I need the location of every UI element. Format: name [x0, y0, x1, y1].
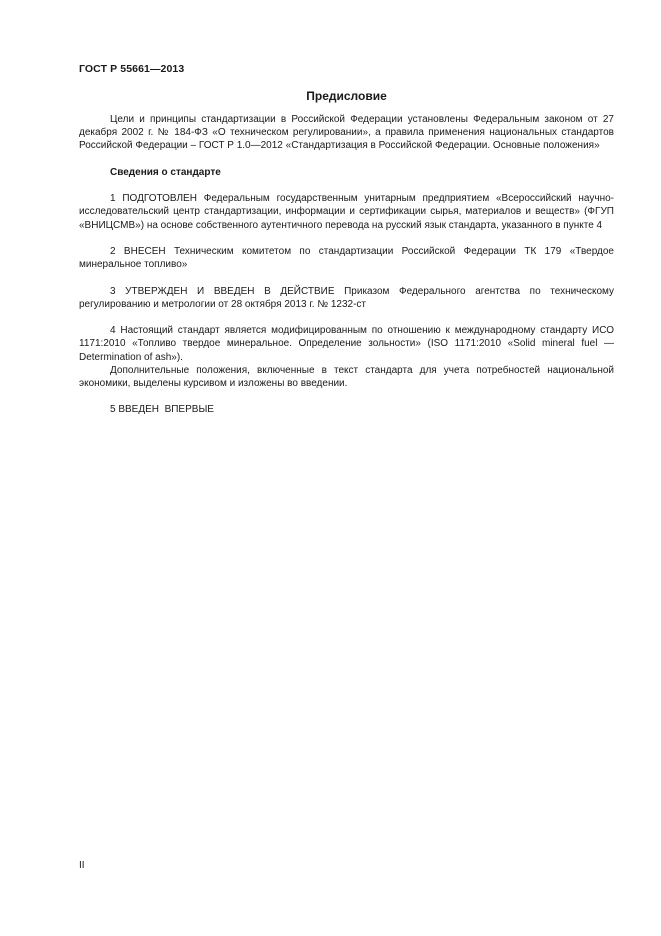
document-code: ГОСТ Р 55661—2013 [79, 63, 185, 75]
page-title: Предисловие [306, 89, 387, 103]
item-3-paragraph: 3 УТВЕРЖДЕН И ВВЕДЕН В ДЕЙСТВИЕ Приказом Федерального агентства по техническому регулированию и метрологии от 28 октября 2013 г. № 1232-ст [79, 285, 614, 310]
item-2-paragraph: 2 ВНЕСЕН Техническим комитетом по стандартизации Российской Федерации ТК 179 «Твердое минеральное топливо» [79, 245, 614, 271]
item-4-note-paragraph: Дополнительные положения, включенные в текст стандарта для учета потребностей национальной экономики, выделены курсивом и изложены во введении. [79, 364, 614, 389]
item-1-paragraph: 1 ПОДГОТОВЛЕН Федеральным государственным унитарным предприятием «Всероссийский научно-исследовательский центр стандартизации, информации и сертификации сырья, материалов и веществ» (ФГУП «ВНИЦСМВ») на основе собственного аутентичного перевода на русский язык стандарта, указанного в пункте 4 [79, 193, 614, 231]
page-number: II [79, 860, 85, 871]
item-4-paragraph: 4 Настоящий стандарт является модифицированным по отношению к международному стандарту ИСО 1171:2010 «Топливо твердое минеральное. Определение зольности» (ISO 1171:2010 «Solid mineral fuel — Determination of ash»). [79, 325, 614, 363]
intro-paragraph: Цели и принципы стандартизации в Российской Федерации установлены Федеральным законом от 27 декабря 2002 г. № 184-ФЗ «О техническом регулировании», а правила применения национальных стандартов Российской Федерации – ГОСТ Р 1.0—2012 «Стандартизация в Российской Федерации. Основные положения» [79, 114, 614, 152]
foreword-body [79, 113, 614, 417]
item-5-paragraph: 5 ВВЕДЕН ВПЕРВЫЕ [110, 404, 214, 416]
section-heading: Сведения о стандарте [110, 166, 221, 178]
